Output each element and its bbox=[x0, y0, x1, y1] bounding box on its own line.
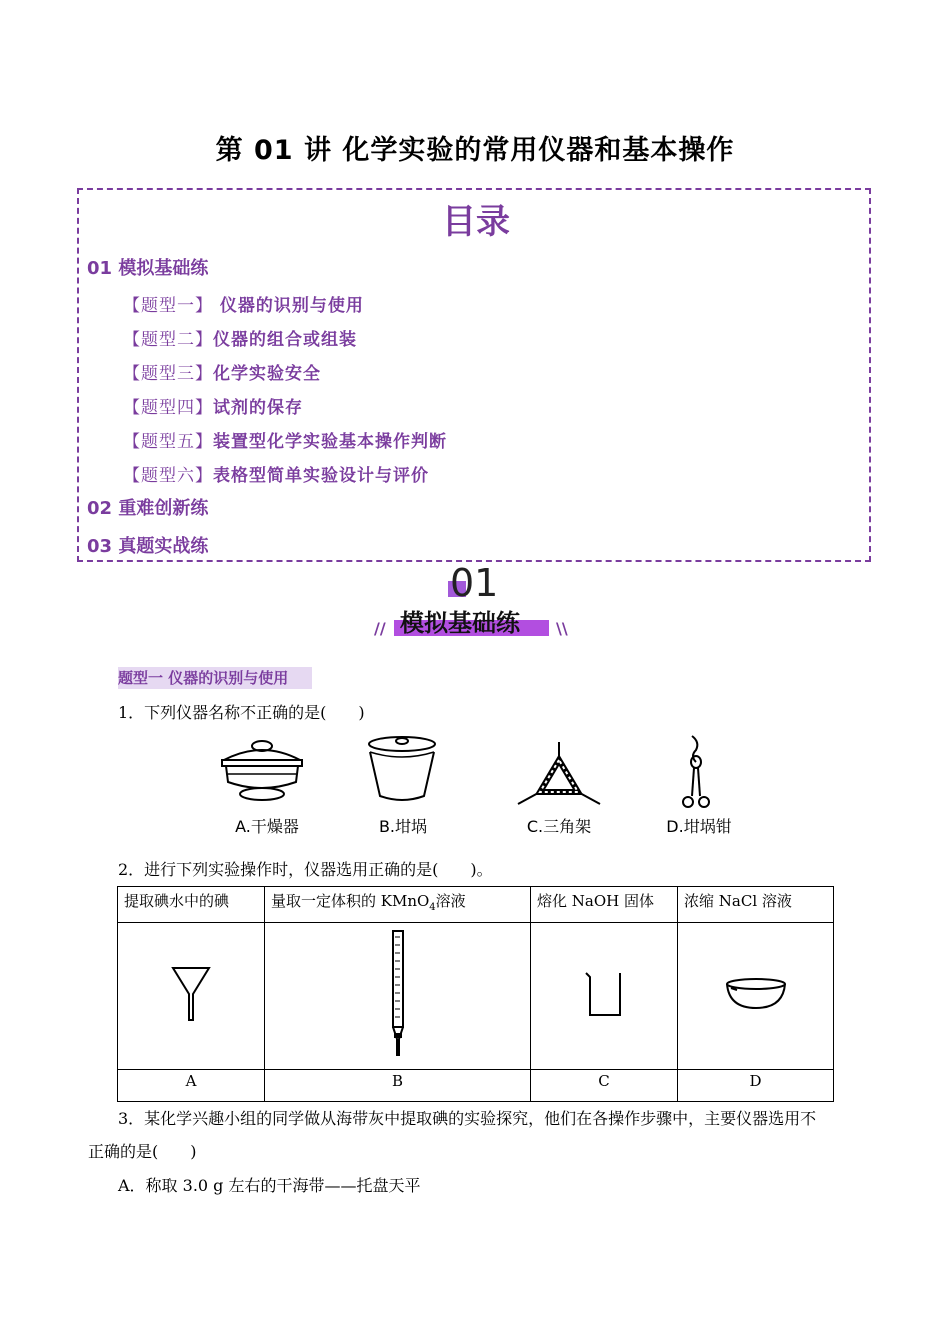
question-2-table bbox=[117, 886, 834, 1102]
crucible-tongs-icon bbox=[676, 734, 716, 810]
option-c-label: C.三角架 bbox=[526, 817, 592, 836]
toc-box bbox=[77, 188, 871, 562]
toc-item-text: 表格型简单实验设计与评价 bbox=[213, 466, 429, 486]
option-d-label: D.坩埚钳 bbox=[666, 817, 732, 836]
type-label: 题型一 仪器的识别与使用 bbox=[118, 667, 312, 689]
toc-item-text: 化学实验安全 bbox=[213, 364, 321, 384]
page-title: 第 01 讲 化学实验的常用仪器和基本操作 bbox=[215, 135, 735, 166]
toc-item-type5[interactable] bbox=[123, 427, 447, 452]
evaporating-dish-icon bbox=[725, 976, 787, 1012]
toc-item-type4[interactable] bbox=[123, 393, 303, 418]
table-image-cell bbox=[531, 923, 678, 1070]
question-3-stem-line2: 正确的是( ) bbox=[88, 1142, 197, 1161]
funnel-icon bbox=[171, 964, 211, 1024]
burette-icon bbox=[388, 929, 408, 1059]
question-3-stem-line1: 3．某化学兴趣小组的同学做从海带灰中提取碘的实验探究，他们在各操作步骤中，主要仪器选用不 bbox=[118, 1109, 817, 1128]
question-2-stem: 2．进行下列实验操作时，仪器选用正确的是( )。 bbox=[118, 860, 493, 879]
banner-number: 01 bbox=[450, 561, 499, 605]
toc-item-tag: 【题型三】 bbox=[123, 364, 213, 384]
toc-item-tag: 【题型五】 bbox=[123, 432, 213, 452]
toc-item-tag: 【题型一】 bbox=[123, 296, 213, 316]
table-header-text: 量取一定体积的 KMnO bbox=[271, 892, 430, 910]
toc-section-03[interactable]: 03 真题实战练 bbox=[87, 536, 209, 557]
toc-item-tag: 【题型四】 bbox=[123, 398, 213, 418]
toc-section-01[interactable]: 01 模拟基础练 bbox=[87, 258, 209, 279]
table-header-tail: 溶液 bbox=[435, 892, 466, 910]
toc-item-type3[interactable] bbox=[123, 359, 321, 384]
table-image-cell bbox=[265, 923, 531, 1070]
toc-heading: 目录 bbox=[442, 202, 510, 242]
toc-item-type1[interactable] bbox=[123, 291, 364, 316]
table-header-row bbox=[118, 887, 834, 923]
banner-left-mark: // bbox=[374, 619, 386, 638]
table-label-cell: A bbox=[118, 1070, 265, 1102]
table-header-cell: 熔化 NaOH 固体 bbox=[531, 887, 678, 923]
table-image-row bbox=[118, 923, 834, 1070]
subscript: 4 bbox=[429, 902, 436, 913]
question-3-option-a[interactable]: A．称取 3.0 g 左右的干海带——托盘天平 bbox=[118, 1176, 421, 1195]
desiccator-icon bbox=[214, 736, 310, 804]
table-label-cell: B bbox=[265, 1070, 531, 1102]
table-header-cell: 浓缩 NaCl 溶液 bbox=[678, 887, 834, 923]
table-image-cell bbox=[678, 923, 834, 1070]
toc-item-text: 试剂的保存 bbox=[213, 398, 303, 418]
table-label-row bbox=[118, 1070, 834, 1102]
toc-item-text: 仪器的识别与使用 bbox=[213, 296, 364, 316]
table-image-cell bbox=[118, 923, 265, 1070]
option-a-label: A.干燥器 bbox=[235, 817, 299, 836]
banner-right-mark: \\ bbox=[556, 619, 568, 638]
toc-section-02[interactable]: 02 重难创新练 bbox=[87, 498, 209, 519]
clay-triangle-icon bbox=[514, 742, 604, 808]
beaker-icon bbox=[584, 969, 624, 1019]
table-label-cell: D bbox=[678, 1070, 834, 1102]
table-label-cell: C bbox=[531, 1070, 678, 1102]
crucible-icon bbox=[362, 734, 442, 804]
table-header-cell: 提取碘水中的碘 bbox=[118, 887, 265, 923]
toc-item-tag: 【题型二】 bbox=[123, 330, 213, 350]
question-1-stem: 1．下列仪器名称不正确的是( ) bbox=[118, 703, 365, 722]
toc-item-tag: 【题型六】 bbox=[123, 466, 213, 486]
option-b-label: B.坩埚 bbox=[378, 817, 428, 836]
banner-title: 模拟基础练 bbox=[400, 609, 520, 637]
toc-item-text: 仪器的组合或组装 bbox=[213, 330, 357, 350]
toc-item-type2[interactable] bbox=[123, 325, 357, 350]
toc-item-type6[interactable] bbox=[123, 461, 429, 486]
table-header-cell bbox=[265, 887, 531, 923]
toc-item-text: 装置型化学实验基本操作判断 bbox=[213, 432, 447, 452]
